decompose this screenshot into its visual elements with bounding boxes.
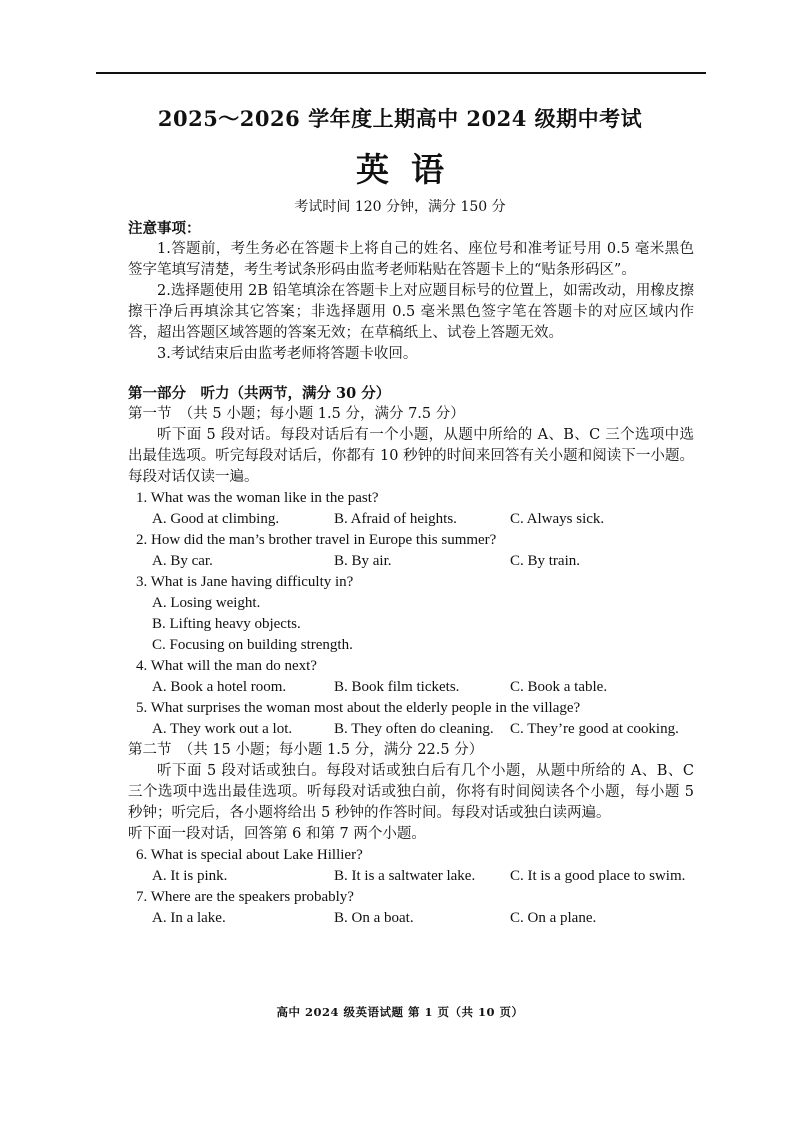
page-footer: 高中 2024 级英语试题 第 1 页（共 10 页） xyxy=(276,1005,524,1019)
option-c: C. It is a good place to swim. xyxy=(510,868,686,884)
option-b: B. It is a saltwater lake. xyxy=(334,868,476,884)
option-a: A. Book a hotel room. xyxy=(152,679,287,695)
option-c: C. They’re good at cooking. xyxy=(510,721,679,737)
options-row xyxy=(128,677,694,698)
option-c: C. Focusing on building strength. xyxy=(152,637,353,653)
subject-title: 英语 xyxy=(356,150,466,189)
options-row xyxy=(128,908,694,929)
section1-heading: 第一节 （共 5 小题；每小题 1.5 分，满分 7.5 分） xyxy=(128,406,465,422)
notice-item: 3.考试结束后由监考老师将答题卡收回。 xyxy=(157,346,418,362)
option-b: B. On a boat. xyxy=(334,910,414,926)
notice-item: 1.答题前，考生务必在答题卡上将自己的姓名、座位号和准考证号用 0.5 毫米黑色签字笔填写清楚，考生考试条形码由监考老师粘贴在答题卡上的“贴条形码区”。 xyxy=(128,241,694,278)
option-b: B. Book film tickets. xyxy=(334,679,460,695)
sub-instruction: 听下面一段对话，回答第 6 和第 7 两个小题。 xyxy=(128,826,426,842)
question-text: 1. What was the woman like in the past? xyxy=(136,490,379,506)
question-text: 2. How did the man’s brother travel in Europe this summer? xyxy=(136,532,497,548)
question-text: 5. What surprises the woman most about the elderly people in the village? xyxy=(136,700,581,716)
option-b: B. They often do cleaning. xyxy=(334,721,494,737)
option-a: A. It is pink. xyxy=(152,868,228,884)
option-b: B. By air. xyxy=(334,553,392,569)
option-a: A. By car. xyxy=(152,553,213,569)
option-a: A. In a lake. xyxy=(152,910,226,926)
exam-time-info: 考试时间 120 分钟，满分 150 分 xyxy=(294,199,506,215)
part1-heading: 第一部分 听力（共两节，满分 30 分） xyxy=(128,385,391,402)
options-row xyxy=(128,866,694,887)
option-a: A. Losing weight. xyxy=(152,595,261,611)
option-c: C. Always sick. xyxy=(510,511,605,527)
option-a: A. Good at climbing. xyxy=(152,511,280,527)
exam-content xyxy=(128,218,694,929)
option-b: B. Lifting heavy objects. xyxy=(152,616,301,632)
notice-heading: 注意事项： xyxy=(128,220,201,237)
option-c: C. Book a table. xyxy=(510,679,608,695)
exam-title: 2025～2026 学年度上期高中 2024 级期中考试 xyxy=(157,106,643,131)
section2-heading: 第二节 （共 15 小题；每小题 1.5 分，满分 22.5 分） xyxy=(128,742,484,758)
options-row xyxy=(128,719,694,740)
options-row xyxy=(128,509,694,530)
question-text: 4. What will the man do next? xyxy=(136,658,317,674)
section2-instructions: 听下面 5 段对话或独白。每段对话或独白后有几个小题，从题中所给的 A、B、C 三个选项中选出最佳选项。听每段对话或独白前，你将有时间阅读各个小题，每小题 5 秒钟；听完后，各小题将给出 5 秒钟的作答时间。每段对话或独白读两遍。 xyxy=(128,763,694,821)
notice-item: 2.选择题使用 2B 铅笔填涂在答题卡上对应题目标号的位置上，如需改动，用橡皮擦擦干净后再填涂其它答案；非选择题用 0.5 毫米黑色签字笔在答题卡的对应区域内作答，超出答题区域答题的答案无效；在草稿纸上、试卷上答题无效。 xyxy=(128,283,694,341)
option-c: C. By train. xyxy=(510,553,580,569)
option-b: B. Afraid of heights. xyxy=(334,511,457,527)
option-a: A. They work out a lot. xyxy=(152,721,293,737)
section1-instructions: 听下面 5 段对话。每段对话后有一个小题，从题中所给的 A、B、C 三个选项中选出最佳选项。听完每段对话后，你都有 10 秒钟的时间来回答有关小题和阅读下一小题。每段对话仅读一遍。 xyxy=(128,427,694,485)
option-c: C. On a plane. xyxy=(510,910,597,926)
question-text: 3. What is Jane having difficulty in? xyxy=(136,574,354,590)
question-text: 6. What is special about Lake Hillier? xyxy=(136,847,363,863)
question-text: 7. Where are the speakers probably? xyxy=(136,889,354,905)
options-row xyxy=(128,551,694,572)
header-rule xyxy=(96,72,706,74)
